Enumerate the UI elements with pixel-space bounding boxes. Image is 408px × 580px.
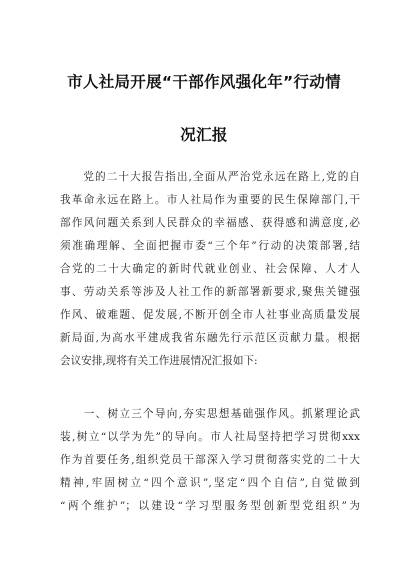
paragraph-2-line-3: 作为首要任务,组织党员干部深入学习贯彻落实党的二十大 — [60, 454, 360, 466]
paragraph-1-line-4: 须准确理解、全面把握市委“三个年”行动的决策部署,结 — [60, 240, 360, 252]
paragraph-2-line-2: 装,树立“以学为先”的导向。市人社局坚持把学习贯彻xxx — [60, 431, 360, 443]
paragraph-1-line-9: 会议安排,现将有关工作进展情况汇报如下: — [60, 355, 258, 367]
paragraph-2-line-4: 精神,牢固树立“四个意识”,坚定“四个自信”,自觉做到 — [60, 477, 360, 489]
paragraph-1-line-3: 部作风问题关系到人民群众的幸福感、获得感和满意度,必 — [60, 217, 360, 229]
paragraph-1-line-2: 我革命永远在路上。市人社局作为重要的民生保障部门,干 — [60, 194, 360, 206]
paragraph-1-line-7: 作风、破难题、促发展,不断开创全市人社事业高质量发展 — [60, 309, 360, 321]
paragraph-2-line-1: 一、树立三个导向,夯实思想基础强作风。抓紧理论武 — [60, 408, 360, 420]
paragraph-1-line-5: 合党的二十大确定的新时代就业创业、社会保障、人才人 — [60, 263, 360, 275]
paragraph-1-line-1: 党的二十大报告指出,全面从严治党永远在路上,党的自 — [60, 171, 360, 183]
document-title-line-2: 况汇报 — [180, 126, 228, 144]
paragraph-1-line-6: 事、劳动关系等涉及人社工作的新部署新要求,聚焦关键强 — [60, 286, 360, 298]
document-title-line-1: 市人社局开展“干部作风强化年”行动情 — [67, 73, 341, 91]
paragraph-1-line-8: 新局面,为高水平建成我省东融先行示范区贡献力量。根据 — [60, 332, 360, 344]
paragraph-2-line-5: “两个维护”；以建设“学习型服务型创新型党组织”为 — [60, 500, 360, 512]
